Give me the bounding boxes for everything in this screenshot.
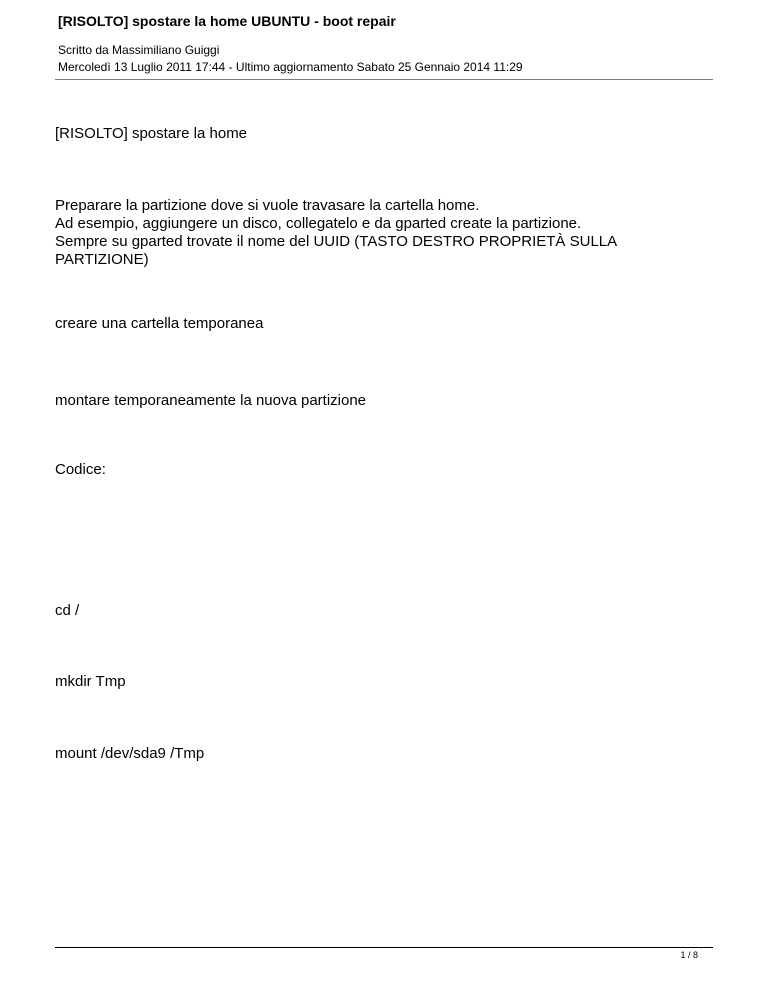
header-divider bbox=[55, 79, 713, 80]
code-line: mkdir Tmp bbox=[55, 673, 126, 690]
intro-paragraph bbox=[55, 197, 617, 269]
code-line: mount /dev/sda9 /Tmp bbox=[55, 745, 205, 762]
code-label: Codice: bbox=[55, 461, 106, 478]
paragraph-line: PARTIZIONE) bbox=[55, 251, 149, 268]
code-line: cd / bbox=[55, 602, 80, 619]
article-heading: [RISOLTO] spostare la home bbox=[55, 125, 248, 142]
page-number: 1 / 8 bbox=[680, 950, 698, 960]
step-create-folder: creare una cartella temporanea bbox=[55, 315, 264, 332]
document-title: [RISOLTO] spostare la home UBUNTU - boot repair bbox=[58, 13, 396, 29]
paragraph-line: Preparare la partizione dove si vuole travasare la cartella home. bbox=[55, 197, 480, 214]
paragraph-line: Sempre su gparted trovate il nome del UUID (TASTO DESTRO PROPRIETÀ SULLA bbox=[55, 233, 618, 250]
author-line: Scritto da Massimiliano Guiggi bbox=[58, 43, 220, 57]
paragraph-line: Ad esempio, aggiungere un disco, collegatelo e da gparted create la partizione. bbox=[55, 215, 582, 232]
step-mount-partition: montare temporaneamente la nuova partizione bbox=[55, 392, 367, 409]
footer-divider bbox=[55, 947, 713, 948]
dates-line: Mercoledì 13 Luglio 2011 17:44 - Ultimo aggiornamento Sabato 25 Gennaio 2014 11:29 bbox=[58, 60, 523, 74]
